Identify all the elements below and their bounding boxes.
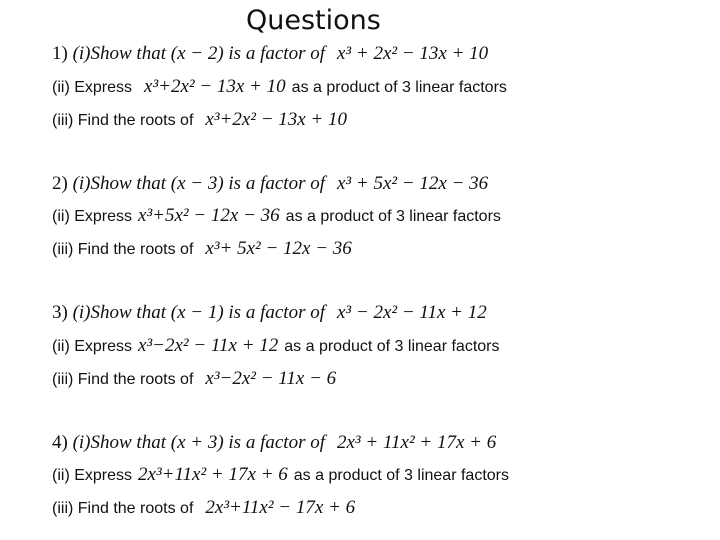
- question-2-polynomial: x³ + 5x² − 12x − 36: [337, 173, 489, 194]
- question-4-part-ii: [52, 465, 509, 486]
- question-3-statement: (i)Show that (x − 1) is a factor of: [72, 302, 325, 323]
- question-4-part-iii-label: (iii) Find the roots of: [52, 500, 194, 517]
- question-3-part-ii-polynomial: x³−2x² − 11x + 12: [138, 335, 279, 356]
- question-1-part-ii: [52, 77, 507, 98]
- question-3-part-i: [52, 303, 487, 324]
- question-2-part-iii: [52, 239, 352, 260]
- question-1-part-ii-label: (ii) Express: [52, 79, 133, 96]
- question-3-part-ii-label: (ii) Express: [52, 338, 133, 355]
- question-3-part-ii: [52, 336, 500, 357]
- question-1-part-iii: [52, 110, 347, 131]
- question-1-part-ii-tail: as a product of 3 linear factors: [291, 79, 507, 96]
- question-3-polynomial: x³ − 2x² − 11x + 12: [337, 302, 487, 323]
- question-1-polynomial: x³ + 2x² − 13x + 10: [337, 43, 489, 64]
- question-2-part-iii-polynomial: x³+ 5x² − 12x − 36: [205, 238, 352, 259]
- question-4-part-iii: [52, 498, 355, 519]
- question-2-part-ii-polynomial: x³+5x² − 12x − 36: [138, 205, 280, 226]
- question-2-part-ii-label: (ii) Express: [52, 208, 133, 225]
- question-2-part-ii: [52, 206, 501, 227]
- question-1-statement: (i)Show that (x − 2) is a factor of: [72, 43, 325, 64]
- question-3-part-iii: [52, 369, 336, 390]
- question-4-part-ii-tail: as a product of 3 linear factors: [293, 467, 509, 484]
- question-2-number: 2): [52, 173, 73, 194]
- question-4-part-i: [52, 433, 496, 454]
- question-1-part-i: [52, 44, 488, 65]
- question-4-part-ii-polynomial: 2x³+11x² + 17x + 6: [138, 464, 288, 485]
- question-4-part-iii-polynomial: 2x³+11x² − 17x + 6: [205, 497, 356, 518]
- question-3-part-iii-polynomial: x³−2x² − 11x − 6: [205, 368, 337, 389]
- question-3-part-iii-label: (iii) Find the roots of: [52, 371, 194, 388]
- question-4-number: 4): [52, 432, 73, 453]
- question-4-part-ii-label: (ii) Express: [52, 467, 133, 484]
- question-2-part-i: [52, 174, 488, 195]
- question-3-number: 3): [52, 302, 73, 323]
- question-2-statement: (i)Show that (x − 3) is a factor of: [72, 173, 325, 194]
- question-4-statement: (i)Show that (x + 3) is a factor of: [72, 432, 325, 453]
- question-1-part-iii-polynomial: x³+2x² − 13x + 10: [205, 109, 348, 130]
- question-1-number: 1): [52, 43, 73, 64]
- page-title: Questions: [246, 5, 381, 36]
- question-4-polynomial: 2x³ + 11x² + 17x + 6: [337, 432, 497, 453]
- question-2-part-ii-tail: as a product of 3 linear factors: [285, 208, 501, 225]
- question-3-part-ii-tail: as a product of 3 linear factors: [284, 338, 500, 355]
- question-1-part-ii-polynomial: x³+2x² − 13x + 10: [144, 76, 286, 97]
- question-2-part-iii-label: (iii) Find the roots of: [52, 241, 194, 258]
- question-1-part-iii-label: (iii) Find the roots of: [52, 112, 194, 129]
